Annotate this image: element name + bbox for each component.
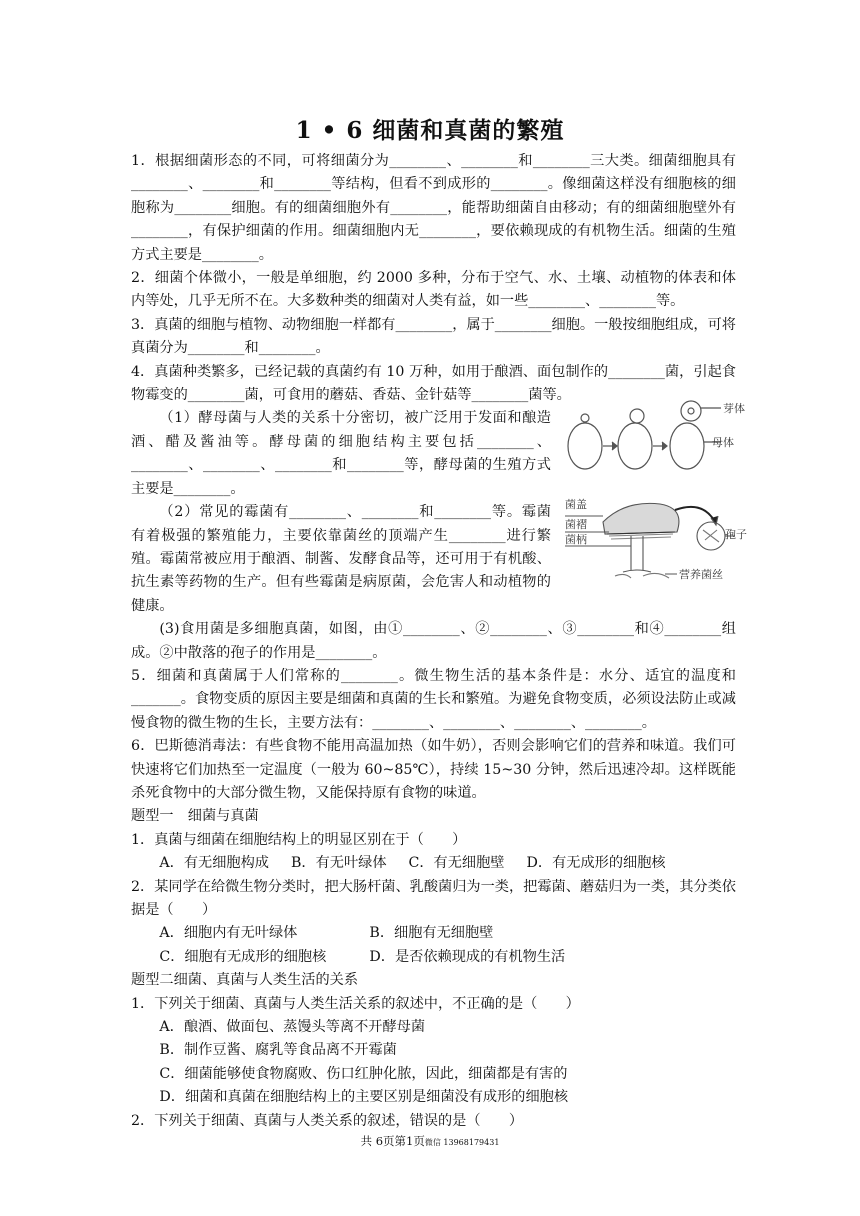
- question-options: [131, 946, 736, 969]
- option-b: B．细胞有无细胞壁: [369, 925, 494, 942]
- page-number: 共 6页第1页: [360, 1134, 425, 1148]
- label-mother: 母体: [712, 436, 734, 449]
- option-d: D．有无成形的细胞核: [526, 855, 666, 872]
- paragraph-5: 5．细菌和真菌属于人们常称的________。微生物生活的基本条件是：水分、适宜的温度和_______。食物变质的原因主要是细菌和真菌的生长和繁殖。为避免食物变质，必须设法防止或减慢食物的微生物的生长，主要方法有：________、________、________、________。: [131, 667, 736, 731]
- paragraph-4-mushroom: (3)食用菌是多细胞真菌，如图，由①________、②________、③________和④________组成。②中散落的孢子的作用是________。: [131, 621, 736, 661]
- section-heading-2: 题型二细菌、真菌与人类生活的关系: [131, 972, 359, 989]
- footer-contact: 微信 13968179431: [424, 1138, 500, 1147]
- label-gills: 菌褶: [565, 518, 587, 531]
- paragraph-1: 1．根据细菌形态的不同，可将细菌分为________、________和________三大类。细菌细胞具有________、________和________等结构，但看不到成形的________。像细菌这样没有细胞核的细胞称为________细胞。有的细菌细胞外有________，能帮助细菌自由移动；有的细菌细胞壁外有________，有保护细菌的作用。细菌细胞内无________，要依赖现成的有机物生活。细菌的生殖方式主要是________。: [131, 153, 736, 263]
- question-options: [131, 922, 736, 945]
- option-a: A．有无细胞构成: [159, 855, 269, 872]
- yeast-budding-figure: [563, 402, 745, 478]
- question-stem: 2．某同学在给微生物分类时，把大肠杆菌、乳酸菌归为一类，把霉菌、蘑菇归为一类，其分类依据是（ ）: [131, 878, 736, 918]
- option-c: C．细胞有无成形的细胞核: [159, 948, 327, 965]
- label-spore: 孢子: [725, 528, 747, 541]
- label-stalk: 菌柄: [565, 533, 587, 546]
- paragraph-3: 3．真菌的细胞与植物、动物细胞一样都有________，属于________细胞。一般按细胞组成，可将真菌分为________和________。: [131, 316, 736, 357]
- question-stem: 2．下列关于细菌、真菌与人类关系的叙述，错误的是（ ）: [131, 1112, 524, 1129]
- paragraph-6: 6．巴斯德消毒法：有些食物不能用高温加热（如牛奶），否则会影响它们的营养和味道。我们可快速将它们加热至一定温度（一般为 60~85℃），持续 15~30 分钟，然后迅速冷却。这样既能杀死食物中的大部分微生物，又能保持原有食物的味道。: [131, 738, 736, 801]
- page-footer: [0, 1133, 860, 1149]
- page-title: 1 • 6 细菌和真菌的繁殖: [295, 117, 565, 144]
- mushroom-figure: [565, 492, 747, 584]
- option-d: D．细菌和真菌在细胞结构上的主要区别是细菌没有成形的细胞核: [159, 1089, 569, 1106]
- label-hyphae: 营养菌丝: [679, 568, 723, 581]
- option-b: B．有无叶绿体: [290, 855, 387, 872]
- section-heading-1: 题型一 细菌与真菌: [131, 808, 259, 825]
- option-c: C．有无细胞壁: [408, 855, 505, 872]
- label-cap: 菌盖: [565, 498, 587, 511]
- label-bud: 芽体: [723, 402, 745, 415]
- option-b: B．制作豆酱、腐乳等食品离不开霉菌: [159, 1042, 397, 1059]
- option-a: A．细胞内有无叶绿体: [159, 925, 298, 942]
- question-options: [131, 852, 736, 875]
- paragraph-2: 2．细菌个体微小，一般是单细胞，约 2000 多种，分布于空气、水、土壤、动植物的体表和体内等处，几乎无所不在。大多数种类的细菌对人类有益，如一些________、________等。: [131, 270, 736, 310]
- option-d: D．是否依赖现成的有机物生活: [369, 948, 566, 965]
- paragraph-4-mold: （2）常见的霉菌有________、________和________等。霉菌有着极强的繁殖能力，主要依靠菌丝的顶端产生________进行繁殖。霉菌常被应用于酿酒、制酱、发酵食品等，还可用于有机酸、抗生素等药物的生产。但有些霉菌是病原菌，会危害人和动植物的健康。: [131, 504, 551, 614]
- option-c: C．细菌能够使食物腐败、伤口红肿化脓，因此，细菌都是有害的: [159, 1065, 568, 1082]
- question-stem: 1．下列关于细菌、真菌与人类生活关系的叙述中，不正确的是（ ）: [131, 995, 580, 1012]
- question-stem: 1．真菌与细菌在细胞结构上的明显区别在于（ ）: [131, 831, 467, 848]
- option-a: A．酿酒、做面包、蒸馒头等离不开酵母菌: [159, 1019, 426, 1036]
- document-body: [131, 150, 736, 1133]
- paragraph-4: 4．真菌种类繁多，已经记载的真菌约有 10 万种，如用于酿酒、面包制作的________菌，引起食物霉变的________菌，可食用的蘑菇、香菇、金针菇等________菌等。: [131, 363, 736, 404]
- paragraph-4-yeast: （1）酵母菌与人类的关系十分密切，被广泛用于发面和酿造酒、醋及酱油等。酵母菌的细胞结构主要包括________、________、________、________和________等，酵母菌的生殖方式主要是________。: [131, 410, 551, 497]
